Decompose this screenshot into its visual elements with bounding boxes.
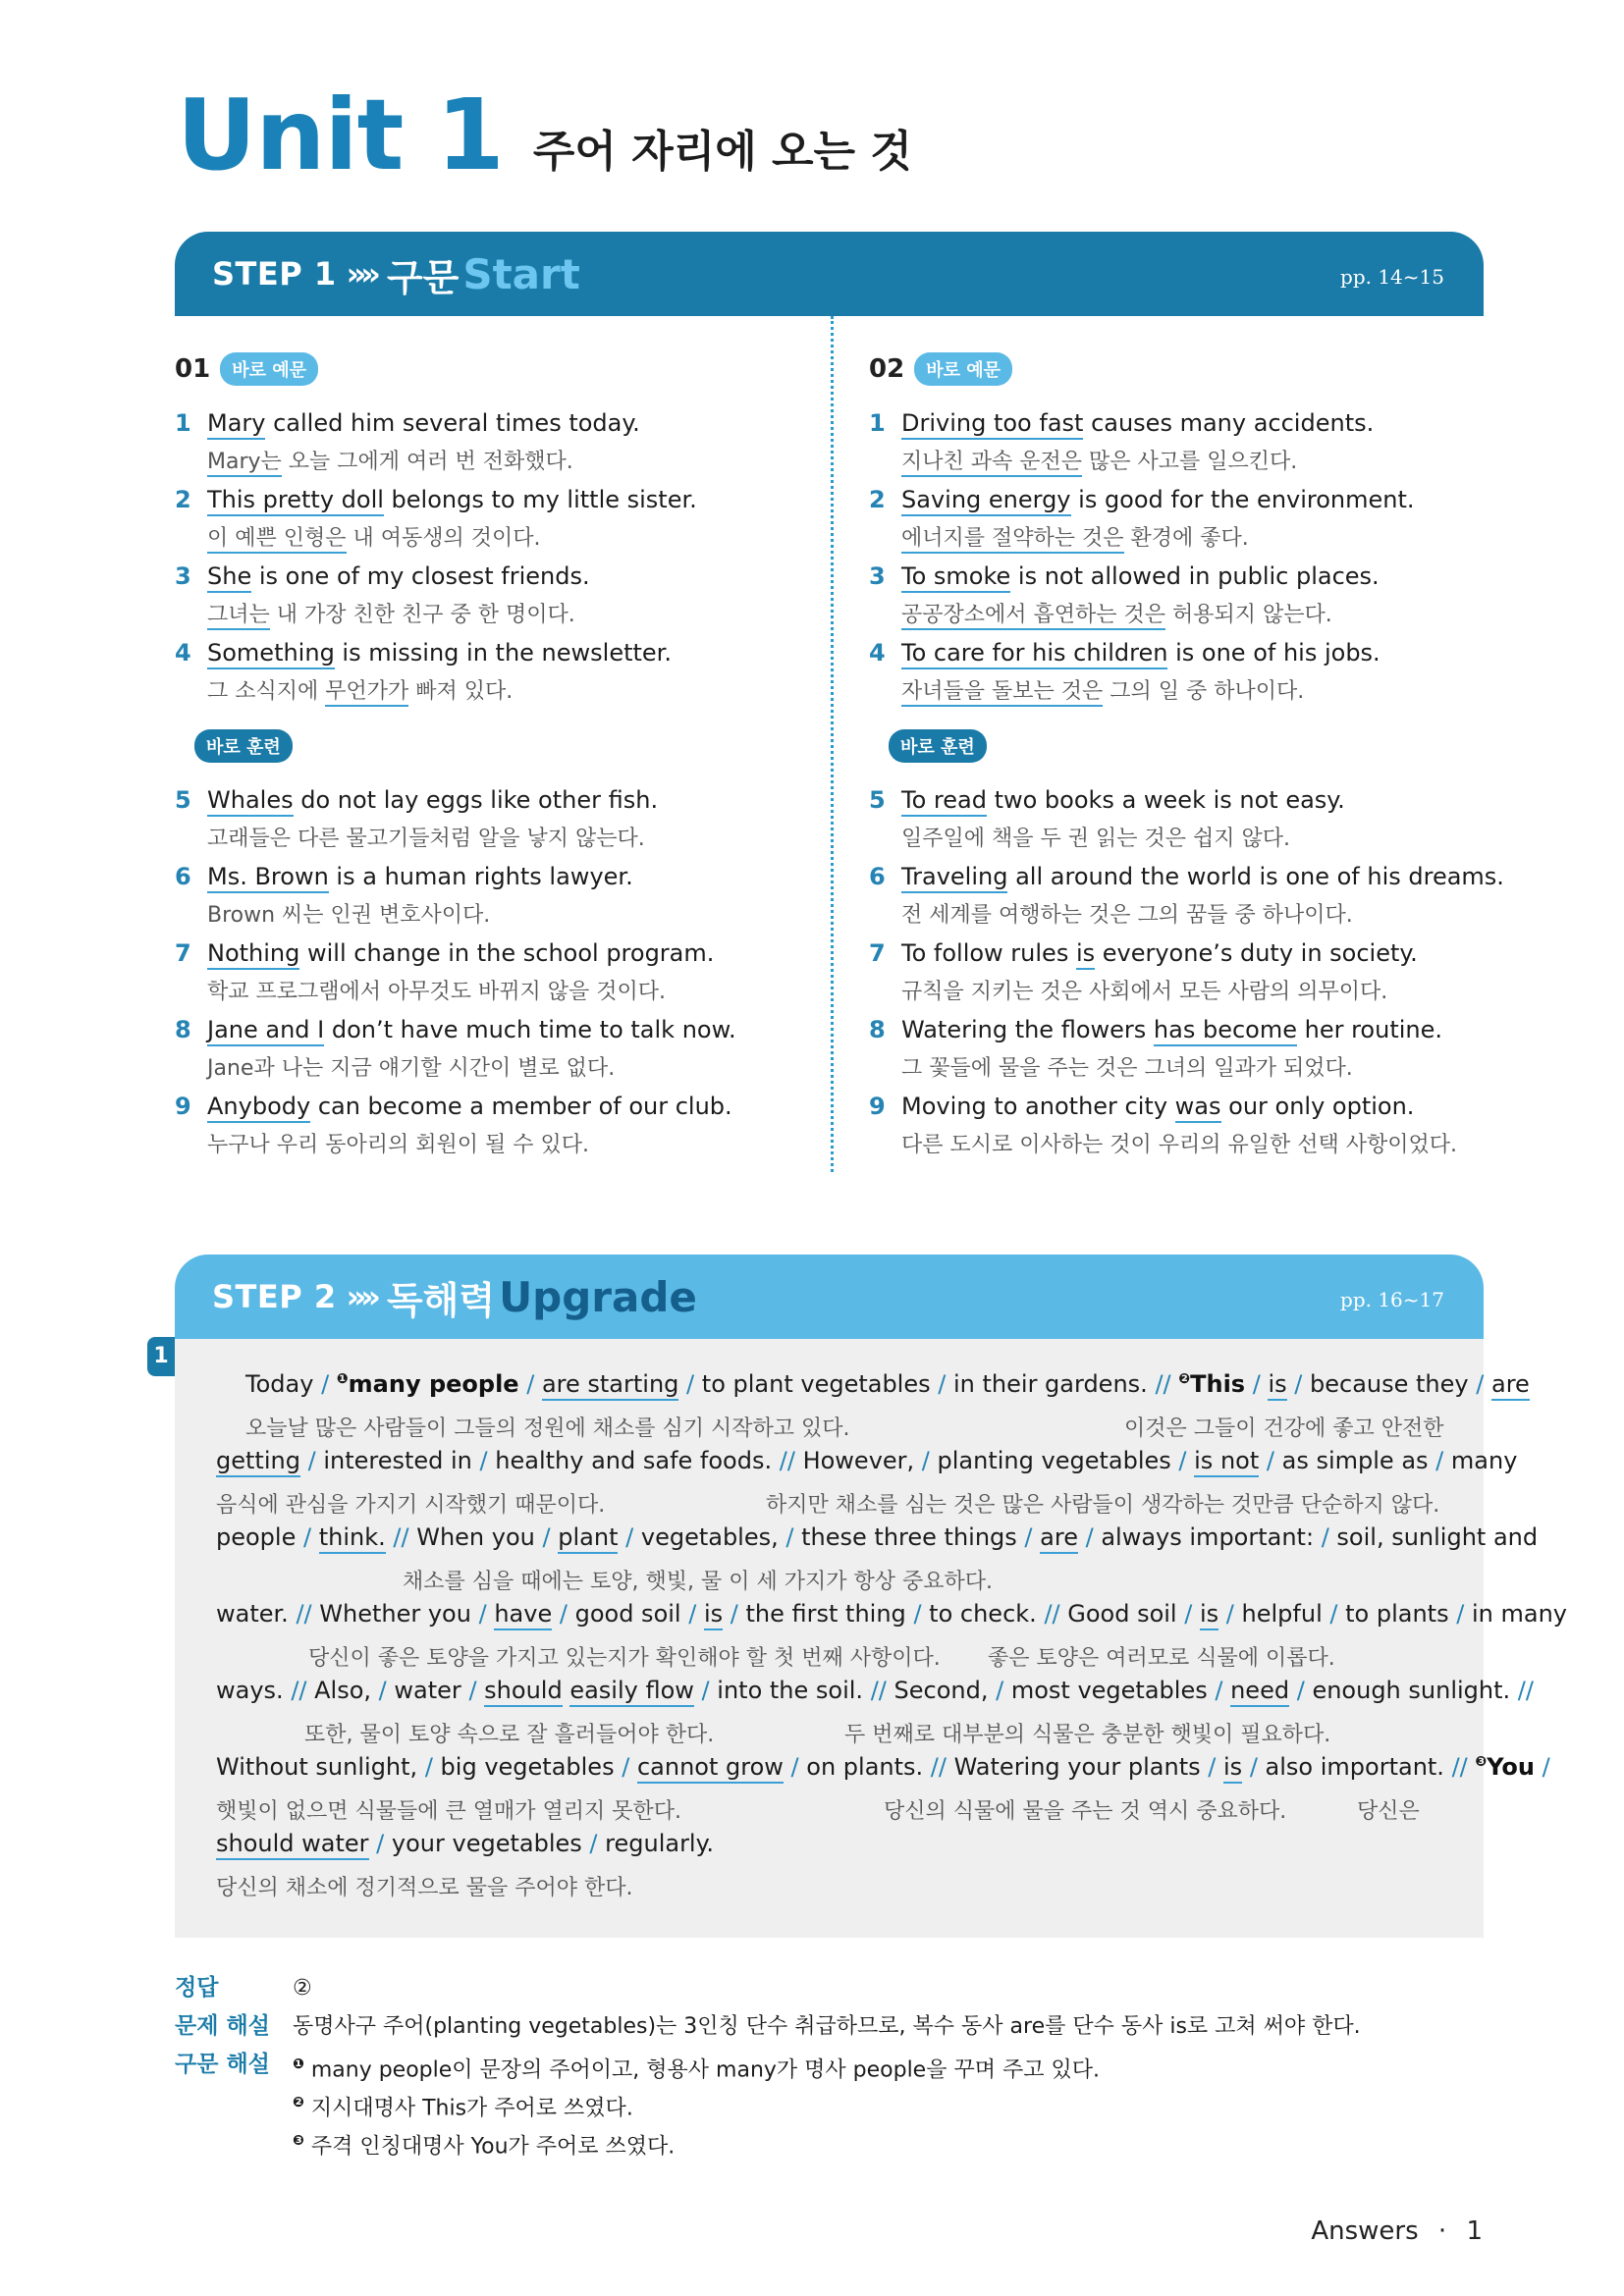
- step1-eng: Start: [462, 249, 580, 298]
- list-item: 5 To read two books a week is not easy. 일주일에 책을 두 권 읽는 것은 쉽지 않다.: [869, 786, 1345, 851]
- list-item: 8 Jane and I don’t have much time to talk now. Jane과 나는 지금 얘기할 시간이 별로 없다.: [175, 1016, 736, 1081]
- list-item: 1 Mary called him several times today. Mary는 오늘 그에게 여러 번 전화했다.: [175, 404, 784, 481]
- list-item: 9 Anybody can become a member of our club. 누구나 우리 동아리의 회원이 될 수 있다.: [175, 1093, 732, 1157]
- reading-ko-6c: 당신은: [1357, 1799, 1420, 1824]
- reading-ko-5b: 두 번째로 대부분의 식물은 충분한 햇빛이 필요하다.: [844, 1723, 1331, 1747]
- reading-ko-2b: 하지만 채소를 심는 것은 많은 사람들이 생각하는 것만큼 단순하지 않다.: [766, 1493, 1440, 1518]
- left-column: [175, 351, 784, 1164]
- unit-subtitle: 주어 자리에 오는 것: [532, 127, 912, 177]
- page-number: 1: [1466, 2216, 1483, 2246]
- reading-ko-4a: 당신이 좋은 토양을 가지고 있는지가 확인해야 할 첫 번째 사항이다.: [308, 1646, 941, 1671]
- list-item: 1 Driving too fast causes many accidents. 지나친 과속 운전은 많은 사고를 일으킨다.: [869, 404, 1478, 481]
- answer-section: [175, 1969, 1484, 2161]
- step1-header: [175, 232, 1484, 316]
- step2-pages: pp. 16~17: [1340, 1288, 1444, 1311]
- list-item: 4 To care for his children is one of his jobs. 자녀들을 돌보는 것은 그의 일 중 하나이다.: [869, 634, 1478, 711]
- left-num: 01: [175, 354, 211, 384]
- step1-pages: pp. 14~15: [1340, 265, 1444, 289]
- right-train-head: [869, 711, 1478, 781]
- list-item: 6 Ms. Brown is a human rights lawyer. Brown 씨는 인권 변호사이다.: [175, 863, 633, 928]
- reading-ko-6b: 당신의 식물에 물을 주는 것 역시 중요하다.: [884, 1799, 1287, 1824]
- list-item: 9 Moving to another city was our only option. 다른 도시로 이사하는 것이 우리의 유일한 선택 사항이었다.: [869, 1093, 1457, 1157]
- footer-label: Answers: [1311, 2216, 1419, 2246]
- step2-label: STEP 2: [212, 1278, 337, 1315]
- reading-ko-3: 채소를 심을 때에는 토양, 햇빛, 물 이 세 가지가 항상 중요하다.: [403, 1570, 993, 1594]
- reading-ko-6a: 햇빛이 없으면 식물들에 큰 열매가 열리지 못한다.: [216, 1799, 681, 1824]
- reading-line-3: people / think. // When you / plant / vegetables, / these three things / are / always important: / soil, sunlight and: [216, 1523, 1538, 1551]
- list-item: 2 Saving energy is good for the environment. 에너지를 절약하는 것은 환경에 좋다.: [869, 481, 1478, 558]
- list-item: 6 Traveling all around the world is one of his dreams. 전 세계를 여행하는 것은 그의 꿈들 중 하나이다.: [869, 863, 1504, 928]
- step2-eng: Upgrade: [499, 1272, 697, 1321]
- right-badge-example: 바로 예문: [914, 352, 1012, 386]
- reading-ko-1b: 이것은 그들이 건강에 좋고 안전한: [1124, 1416, 1444, 1441]
- answer-row: 정답 ②: [175, 1975, 312, 2001]
- step2-kor: 독해력: [386, 1278, 496, 1322]
- reading-passage: [175, 1339, 1567, 1938]
- reading-line-2: getting / interested in / healthy and safe foods. // However, / planting vegetables / is not / as simple as / many: [216, 1447, 1517, 1474]
- left-train-head: [175, 711, 784, 781]
- explanation-row: 문제 해설 동명사구 주어(planting vegetables)는 3인칭 단수 취급하므로, 복수 동사 are를 단수 동사 is로 고쳐 써야 한다.: [175, 2013, 1361, 2039]
- list-item: 7 Nothing will change in the school program. 학교 프로그램에서 아무것도 바뀌지 않을 것이다.: [175, 939, 715, 1004]
- reading-ko-4b: 좋은 토양은 여러모로 식물에 이롭다.: [988, 1646, 1335, 1671]
- reading-line-4: water. // Whether you / have / good soil / is / the first thing / to check. // Good soil / is / helpful / to plants / in many: [216, 1600, 1567, 1628]
- reading-ko-7: 당신의 채소에 정기적으로 물을 주어야 한다.: [216, 1876, 633, 1900]
- right-num: 02: [869, 354, 905, 384]
- step2-arrows-icon: »»: [346, 1278, 375, 1315]
- reading-line-6: Without sunlight, / big vegetables / cannot grow / on plants. // Watering your plants / is / also important. // $^❸$You /: [216, 1753, 1550, 1781]
- right-head: [869, 351, 1478, 387]
- list-item: 5 Whales do not lay eggs like other fish. 고래들은 다른 물고기들처럼 알을 낳지 않는다.: [175, 786, 659, 851]
- step1-arrows-icon: »»: [346, 255, 375, 293]
- left-badge-train: 바로 훈련: [194, 729, 293, 763]
- right-badge-train: 바로 훈련: [889, 729, 987, 763]
- question-number-badge: 1: [147, 1337, 175, 1376]
- syntax-note: $^❸$ 주격 인칭대명사 You가 주어로 쓰였다.: [293, 2133, 676, 2160]
- left-badge-example: 바로 예문: [220, 352, 318, 386]
- page-footer: [1311, 2216, 1483, 2246]
- footer-dot: ·: [1437, 2216, 1447, 2246]
- step1-label: STEP 1: [212, 255, 337, 293]
- list-item: 4 Something is missing in the newsletter. 그 소식지에 무언가가 빠져 있다.: [175, 634, 784, 711]
- left-head: [175, 351, 784, 387]
- syntax-row: 구문 해설 $^❶$ many people이 문장의 주어이고, 형용사 many가 명사 people을 꾸며 주고 있다.: [175, 2052, 1100, 2083]
- step1-kor: 구문: [386, 255, 460, 299]
- reading-line-5: ways. // Also, / water / should easily flow / into the soil. // Second, / most vegetables / need / enough sunlight. //: [216, 1677, 1534, 1704]
- step2-header: [175, 1255, 1484, 1339]
- reading-ko-5a: 또한, 물이 토양 속으로 잘 흘러들어야 한다.: [304, 1723, 715, 1747]
- list-item: 2 This pretty doll belongs to my little sister. 이 예쁜 인형은 내 여동생의 것이다.: [175, 481, 784, 558]
- unit-title: Unit 1: [177, 78, 504, 192]
- list-item: 8 Watering the flowers has become her routine. 그 꽃들에 물을 주는 것은 그녀의 일과가 되었다.: [869, 1016, 1443, 1081]
- reading-ko-2a: 음식에 관심을 가지기 시작했기 때문이다.: [216, 1493, 606, 1518]
- syntax-note: $^❷$ 지시대명사 This가 주어로 쓰였다.: [293, 2095, 633, 2121]
- list-item: 7 To follow rules is everyone’s duty in society. 규칙을 지키는 것은 사회에서 모든 사람의 의무이다.: [869, 939, 1418, 1004]
- unit-header: [177, 78, 912, 192]
- right-column: [869, 351, 1504, 1164]
- reading-ko-1a: 오늘날 많은 사람들이 그들의 정원에 채소를 심기 시작하고 있다.: [245, 1416, 850, 1441]
- list-item: 3 To smoke is not allowed in public places. 공공장소에서 흡연하는 것은 허용되지 않는다.: [869, 558, 1478, 634]
- list-item: 3 She is one of my closest friends. 그녀는 내 가장 친한 친구 중 한 명이다.: [175, 558, 784, 634]
- reading-line-7: should water / your vegetables / regularly.: [216, 1830, 714, 1857]
- reading-line-1: Today / $^❶$many people / are starting / to plant vegetables / in their gardens. // $^❷$This / is / because they / are: [245, 1370, 1530, 1398]
- column-divider: [831, 316, 834, 1172]
